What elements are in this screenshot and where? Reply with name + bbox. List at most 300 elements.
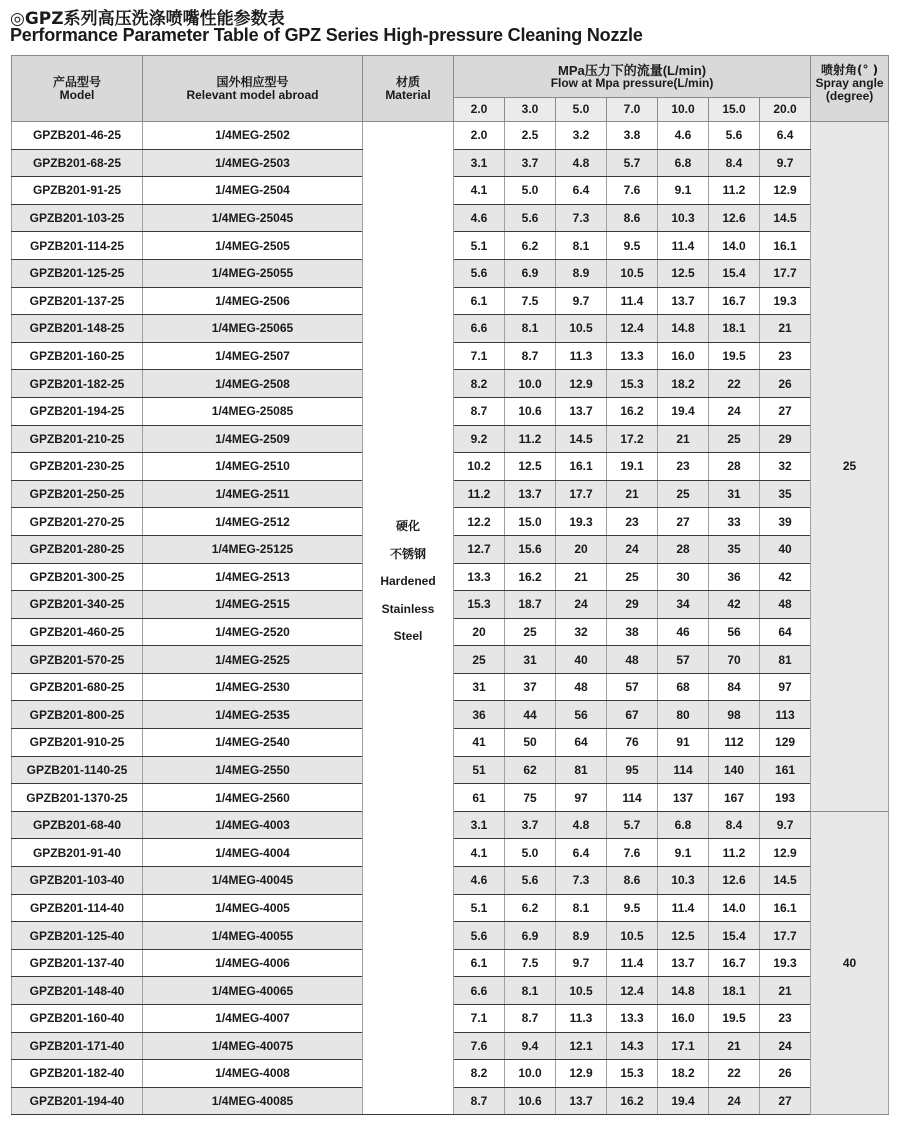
flow-cell: 42 bbox=[760, 563, 811, 591]
flow-cell: 68 bbox=[658, 673, 709, 701]
abroad-model-cell: 1/4MEG-2505 bbox=[143, 232, 363, 260]
flow-cell: 10.5 bbox=[556, 977, 607, 1005]
flow-cell: 57 bbox=[658, 646, 709, 674]
abroad-model-cell: 1/4MEG-25055 bbox=[143, 259, 363, 287]
flow-cell: 24 bbox=[760, 1032, 811, 1060]
abroad-model-cell: 1/4MEG-2509 bbox=[143, 425, 363, 453]
flow-cell: 5.6 bbox=[454, 259, 505, 287]
pressure-header-cell: 20.0 bbox=[760, 98, 811, 122]
flow-cell: 9.1 bbox=[658, 839, 709, 867]
abroad-model-cell: 1/4MEG-2504 bbox=[143, 177, 363, 205]
flow-cell: 48 bbox=[760, 591, 811, 619]
pressure-header-cell: 3.0 bbox=[505, 98, 556, 122]
flow-cell: 4.1 bbox=[454, 839, 505, 867]
flow-cell: 8.2 bbox=[454, 1060, 505, 1088]
abroad-model-cell: 1/4MEG-2530 bbox=[143, 673, 363, 701]
flow-cell: 5.6 bbox=[709, 122, 760, 150]
flow-cell: 95 bbox=[607, 756, 658, 784]
flow-cell: 13.3 bbox=[454, 563, 505, 591]
abroad-model-cell: 1/4MEG-25125 bbox=[143, 535, 363, 563]
flow-cell: 42 bbox=[709, 591, 760, 619]
model-cell: GPZB201-114-25 bbox=[12, 232, 143, 260]
flow-cell: 13.3 bbox=[607, 1005, 658, 1033]
flow-cell: 81 bbox=[556, 756, 607, 784]
flow-cell: 11.2 bbox=[454, 480, 505, 508]
abroad-model-cell: 1/4MEG-4007 bbox=[143, 1005, 363, 1033]
material-line: 硬化 bbox=[395, 519, 420, 533]
flow-cell: 7.6 bbox=[607, 839, 658, 867]
flow-cell: 16.0 bbox=[658, 342, 709, 370]
pressure-header-cell: 10.0 bbox=[658, 98, 709, 122]
header-model-zh: 产品型号 bbox=[52, 74, 101, 89]
abroad-model-cell: 1/4MEG-2535 bbox=[143, 701, 363, 729]
flow-cell: 3.2 bbox=[556, 122, 607, 150]
flow-cell: 13.7 bbox=[505, 480, 556, 508]
flow-cell: 98 bbox=[709, 701, 760, 729]
flow-cell: 5.6 bbox=[505, 867, 556, 895]
flow-cell: 15.3 bbox=[607, 370, 658, 398]
model-cell: GPZB201-910-25 bbox=[12, 729, 143, 757]
flow-cell: 7.5 bbox=[505, 949, 556, 977]
flow-cell: 8.7 bbox=[454, 397, 505, 425]
flow-cell: 5.6 bbox=[505, 204, 556, 232]
flow-cell: 8.2 bbox=[454, 370, 505, 398]
model-cell: GPZB201-1140-25 bbox=[12, 756, 143, 784]
flow-cell: 22 bbox=[709, 370, 760, 398]
header-spray-zh: 喷射角(° ) bbox=[820, 63, 879, 77]
flow-cell: 14.5 bbox=[760, 204, 811, 232]
model-cell: GPZB201-230-25 bbox=[12, 453, 143, 481]
model-cell: GPZB201-340-25 bbox=[12, 591, 143, 619]
model-cell: GPZB201-46-25 bbox=[12, 122, 143, 150]
flow-cell: 12.6 bbox=[709, 204, 760, 232]
flow-cell: 18.1 bbox=[709, 315, 760, 343]
flow-cell: 18.2 bbox=[658, 1060, 709, 1088]
flow-cell: 4.8 bbox=[556, 811, 607, 839]
abroad-model-cell: 1/4MEG-2503 bbox=[143, 149, 363, 177]
flow-cell: 4.6 bbox=[454, 204, 505, 232]
abroad-model-cell: 1/4MEG-40065 bbox=[143, 977, 363, 1005]
flow-cell: 18.7 bbox=[505, 591, 556, 619]
flow-cell: 35 bbox=[709, 535, 760, 563]
flow-cell: 11.2 bbox=[505, 425, 556, 453]
flow-cell: 11.3 bbox=[556, 1005, 607, 1033]
flow-cell: 57 bbox=[607, 673, 658, 701]
model-cell: GPZB201-800-25 bbox=[12, 701, 143, 729]
header-spray-angle bbox=[811, 56, 889, 122]
model-cell: GPZB201-182-25 bbox=[12, 370, 143, 398]
flow-cell: 21 bbox=[556, 563, 607, 591]
model-cell: GPZB201-160-25 bbox=[12, 342, 143, 370]
flow-cell: 48 bbox=[607, 646, 658, 674]
model-cell: GPZB201-114-40 bbox=[12, 894, 143, 922]
flow-cell: 6.8 bbox=[658, 149, 709, 177]
flow-cell: 70 bbox=[709, 646, 760, 674]
flow-cell: 5.1 bbox=[454, 232, 505, 260]
model-cell: GPZB201-270-25 bbox=[12, 508, 143, 536]
model-cell: GPZB201-300-25 bbox=[12, 563, 143, 591]
abroad-model-cell: 1/4MEG-4004 bbox=[143, 839, 363, 867]
flow-cell: 7.3 bbox=[556, 204, 607, 232]
flow-cell: 9.7 bbox=[760, 811, 811, 839]
flow-cell: 11.4 bbox=[607, 287, 658, 315]
flow-cell: 2.5 bbox=[505, 122, 556, 150]
flow-cell: 21 bbox=[607, 480, 658, 508]
flow-cell: 17.1 bbox=[658, 1032, 709, 1060]
flow-cell: 50 bbox=[505, 729, 556, 757]
flow-cell: 8.7 bbox=[505, 1005, 556, 1033]
table-body bbox=[12, 122, 889, 1115]
flow-cell: 21 bbox=[760, 977, 811, 1005]
flow-cell: 14.3 bbox=[607, 1032, 658, 1060]
flow-cell: 30 bbox=[658, 563, 709, 591]
flow-cell: 8.7 bbox=[454, 1087, 505, 1115]
model-cell: GPZB201-103-40 bbox=[12, 867, 143, 895]
flow-cell: 3.7 bbox=[505, 149, 556, 177]
flow-cell: 21 bbox=[760, 315, 811, 343]
flow-cell: 193 bbox=[760, 784, 811, 812]
flow-cell: 19.3 bbox=[760, 287, 811, 315]
flow-cell: 19.3 bbox=[760, 949, 811, 977]
header-material-zh: 材质 bbox=[395, 74, 420, 89]
abroad-model-cell: 1/4MEG-2502 bbox=[143, 122, 363, 150]
flow-cell: 16.2 bbox=[607, 397, 658, 425]
flow-cell: 17.7 bbox=[556, 480, 607, 508]
flow-cell: 16.2 bbox=[607, 1087, 658, 1115]
abroad-model-cell: 1/4MEG-2513 bbox=[143, 563, 363, 591]
abroad-model-cell: 1/4MEG-2506 bbox=[143, 287, 363, 315]
flow-cell: 3.1 bbox=[454, 811, 505, 839]
abroad-model-cell: 1/4MEG-2511 bbox=[143, 480, 363, 508]
flow-cell: 29 bbox=[760, 425, 811, 453]
flow-cell: 46 bbox=[658, 618, 709, 646]
abroad-model-cell: 1/4MEG-4003 bbox=[143, 811, 363, 839]
header-spray-en1: Spray angle bbox=[815, 76, 884, 90]
spray-angle-cell: 25 bbox=[811, 122, 889, 812]
flow-cell: 21 bbox=[709, 1032, 760, 1060]
abroad-model-cell: 1/4MEG-40045 bbox=[143, 867, 363, 895]
material-cell bbox=[363, 122, 454, 1115]
abroad-model-cell: 1/4MEG-25045 bbox=[143, 204, 363, 232]
flow-cell: 75 bbox=[505, 784, 556, 812]
flow-cell: 40 bbox=[760, 535, 811, 563]
abroad-model-cell: 1/4MEG-25085 bbox=[143, 397, 363, 425]
abroad-model-cell: 1/4MEG-2508 bbox=[143, 370, 363, 398]
material-line: Hardened bbox=[380, 574, 436, 589]
header-material bbox=[363, 56, 454, 122]
pressure-header-cell: 15.0 bbox=[709, 98, 760, 122]
flow-cell: 6.2 bbox=[505, 894, 556, 922]
flow-cell: 21 bbox=[658, 425, 709, 453]
flow-cell: 24 bbox=[607, 535, 658, 563]
flow-cell: 15.0 bbox=[505, 508, 556, 536]
flow-cell: 5.1 bbox=[454, 894, 505, 922]
model-cell: GPZB201-103-25 bbox=[12, 204, 143, 232]
flow-cell: 19.4 bbox=[658, 1087, 709, 1115]
model-cell: GPZB201-68-40 bbox=[12, 811, 143, 839]
flow-cell: 12.5 bbox=[505, 453, 556, 481]
flow-cell: 13.7 bbox=[556, 1087, 607, 1115]
flow-cell: 32 bbox=[760, 453, 811, 481]
flow-cell: 167 bbox=[709, 784, 760, 812]
flow-cell: 8.9 bbox=[556, 922, 607, 950]
flow-cell: 12.9 bbox=[556, 1060, 607, 1088]
flow-cell: 9.1 bbox=[658, 177, 709, 205]
flow-cell: 3.7 bbox=[505, 811, 556, 839]
flow-cell: 6.2 bbox=[505, 232, 556, 260]
flow-cell: 14.0 bbox=[709, 232, 760, 260]
flow-cell: 10.3 bbox=[658, 867, 709, 895]
flow-cell: 14.5 bbox=[760, 867, 811, 895]
flow-cell: 27 bbox=[760, 397, 811, 425]
flow-cell: 84 bbox=[709, 673, 760, 701]
header-spray-en2: (degree) bbox=[825, 89, 874, 103]
flow-cell: 56 bbox=[556, 701, 607, 729]
flow-cell: 33 bbox=[709, 508, 760, 536]
flow-cell: 3.1 bbox=[454, 149, 505, 177]
flow-cell: 38 bbox=[607, 618, 658, 646]
flow-cell: 61 bbox=[454, 784, 505, 812]
flow-cell: 8.6 bbox=[607, 204, 658, 232]
flow-cell: 5.7 bbox=[607, 149, 658, 177]
abroad-model-cell: 1/4MEG-40055 bbox=[143, 922, 363, 950]
flow-cell: 4.8 bbox=[556, 149, 607, 177]
model-cell: GPZB201-1370-25 bbox=[12, 784, 143, 812]
flow-cell: 11.3 bbox=[556, 342, 607, 370]
flow-cell: 6.9 bbox=[505, 259, 556, 287]
title-english: Performance Parameter Table of GPZ Series High-pressure Cleaning Nozzle bbox=[10, 25, 643, 45]
flow-cell: 14.8 bbox=[658, 315, 709, 343]
flow-cell: 113 bbox=[760, 701, 811, 729]
flow-cell: 20 bbox=[556, 535, 607, 563]
flow-cell: 67 bbox=[607, 701, 658, 729]
model-cell: GPZB201-460-25 bbox=[12, 618, 143, 646]
flow-cell: 10.2 bbox=[454, 453, 505, 481]
flow-cell: 15.4 bbox=[709, 259, 760, 287]
flow-cell: 7.1 bbox=[454, 342, 505, 370]
material-line: 不锈钢 bbox=[389, 546, 426, 561]
flow-cell: 11.2 bbox=[709, 177, 760, 205]
flow-cell: 22 bbox=[709, 1060, 760, 1088]
model-cell: GPZB201-148-25 bbox=[12, 315, 143, 343]
flow-cell: 28 bbox=[709, 453, 760, 481]
flow-cell: 9.2 bbox=[454, 425, 505, 453]
model-cell: GPZB201-570-25 bbox=[12, 646, 143, 674]
flow-cell: 12.7 bbox=[454, 535, 505, 563]
flow-cell: 24 bbox=[709, 1087, 760, 1115]
model-cell: GPZB201-137-40 bbox=[12, 949, 143, 977]
flow-cell: 5.0 bbox=[505, 177, 556, 205]
flow-cell: 18.1 bbox=[709, 977, 760, 1005]
flow-cell: 8.1 bbox=[556, 894, 607, 922]
model-cell: GPZB201-210-25 bbox=[12, 425, 143, 453]
flow-cell: 40 bbox=[556, 646, 607, 674]
flow-cell: 12.9 bbox=[556, 370, 607, 398]
model-cell: GPZB201-171-40 bbox=[12, 1032, 143, 1060]
abroad-model-cell: 1/4MEG-2550 bbox=[143, 756, 363, 784]
flow-cell: 6.6 bbox=[454, 977, 505, 1005]
flow-cell: 8.7 bbox=[505, 342, 556, 370]
flow-cell: 2.0 bbox=[454, 122, 505, 150]
flow-cell: 19.1 bbox=[607, 453, 658, 481]
flow-cell: 7.1 bbox=[454, 1005, 505, 1033]
flow-cell: 64 bbox=[556, 729, 607, 757]
flow-cell: 137 bbox=[658, 784, 709, 812]
flow-cell: 13.3 bbox=[607, 342, 658, 370]
flow-cell: 39 bbox=[760, 508, 811, 536]
flow-cell: 129 bbox=[760, 729, 811, 757]
flow-cell: 16.2 bbox=[505, 563, 556, 591]
flow-cell: 16.7 bbox=[709, 287, 760, 315]
flow-cell: 23 bbox=[607, 508, 658, 536]
flow-cell: 17.7 bbox=[760, 259, 811, 287]
flow-cell: 18.2 bbox=[658, 370, 709, 398]
flow-cell: 5.0 bbox=[505, 839, 556, 867]
flow-cell: 12.9 bbox=[760, 177, 811, 205]
table-row bbox=[12, 122, 889, 150]
flow-cell: 13.7 bbox=[658, 949, 709, 977]
header-flow-zh: MPa压力下的流量(L/min) bbox=[558, 62, 707, 78]
pressure-header-cell: 7.0 bbox=[607, 98, 658, 122]
flow-cell: 6.4 bbox=[760, 122, 811, 150]
flow-cell: 13.7 bbox=[556, 397, 607, 425]
flow-cell: 16.0 bbox=[658, 1005, 709, 1033]
flow-cell: 9.4 bbox=[505, 1032, 556, 1060]
header-abroad-zh: 国外相应型号 bbox=[216, 74, 289, 89]
flow-cell: 6.4 bbox=[556, 177, 607, 205]
flow-cell: 12.2 bbox=[454, 508, 505, 536]
abroad-model-cell: 1/4MEG-2560 bbox=[143, 784, 363, 812]
flow-cell: 23 bbox=[760, 1005, 811, 1033]
flow-cell: 14.5 bbox=[556, 425, 607, 453]
header-abroad-en: Relevant model abroad bbox=[186, 87, 319, 102]
flow-cell: 44 bbox=[505, 701, 556, 729]
model-cell: GPZB201-182-40 bbox=[12, 1060, 143, 1088]
flow-cell: 12.5 bbox=[658, 259, 709, 287]
flow-cell: 12.4 bbox=[607, 977, 658, 1005]
model-cell: GPZB201-194-25 bbox=[12, 397, 143, 425]
flow-cell: 15.3 bbox=[607, 1060, 658, 1088]
flow-cell: 14.0 bbox=[709, 894, 760, 922]
flow-cell: 34 bbox=[658, 591, 709, 619]
flow-cell: 7.6 bbox=[454, 1032, 505, 1060]
flow-cell: 51 bbox=[454, 756, 505, 784]
flow-cell: 10.5 bbox=[607, 259, 658, 287]
flow-cell: 11.2 bbox=[709, 839, 760, 867]
flow-cell: 8.1 bbox=[556, 232, 607, 260]
model-cell: GPZB201-160-40 bbox=[12, 1005, 143, 1033]
flow-cell: 6.9 bbox=[505, 922, 556, 950]
header-flow bbox=[454, 56, 811, 98]
abroad-model-cell: 1/4MEG-2520 bbox=[143, 618, 363, 646]
abroad-model-cell: 1/4MEG-4005 bbox=[143, 894, 363, 922]
flow-cell: 15.3 bbox=[454, 591, 505, 619]
flow-cell: 10.5 bbox=[556, 315, 607, 343]
title-chinese: ◎GPZ系列高压洗涤喷嘴性能参数表 bbox=[10, 9, 285, 29]
flow-cell: 19.4 bbox=[658, 397, 709, 425]
flow-cell: 64 bbox=[760, 618, 811, 646]
flow-cell: 13.7 bbox=[658, 287, 709, 315]
flow-cell: 15.6 bbox=[505, 535, 556, 563]
flow-cell: 11.4 bbox=[658, 894, 709, 922]
flow-cell: 6.6 bbox=[454, 315, 505, 343]
flow-cell: 23 bbox=[658, 453, 709, 481]
spray-angle-cell: 40 bbox=[811, 811, 889, 1115]
flow-cell: 112 bbox=[709, 729, 760, 757]
model-cell: GPZB201-680-25 bbox=[12, 673, 143, 701]
flow-cell: 41 bbox=[454, 729, 505, 757]
flow-cell: 26 bbox=[760, 370, 811, 398]
flow-cell: 19.5 bbox=[709, 342, 760, 370]
flow-cell: 19.3 bbox=[556, 508, 607, 536]
flow-cell: 31 bbox=[454, 673, 505, 701]
flow-cell: 81 bbox=[760, 646, 811, 674]
flow-cell: 114 bbox=[607, 784, 658, 812]
header-model-en: Model bbox=[59, 87, 95, 102]
flow-cell: 80 bbox=[658, 701, 709, 729]
model-cell: GPZB201-91-40 bbox=[12, 839, 143, 867]
flow-cell: 8.4 bbox=[709, 811, 760, 839]
flow-cell: 9.5 bbox=[607, 232, 658, 260]
model-cell: GPZB201-194-40 bbox=[12, 1087, 143, 1115]
flow-cell: 6.1 bbox=[454, 949, 505, 977]
flow-cell: 62 bbox=[505, 756, 556, 784]
header-abroad bbox=[143, 56, 363, 122]
flow-cell: 8.1 bbox=[505, 977, 556, 1005]
flow-cell: 8.9 bbox=[556, 259, 607, 287]
flow-cell: 140 bbox=[709, 756, 760, 784]
abroad-model-cell: 1/4MEG-2540 bbox=[143, 729, 363, 757]
header-flow-en: Flow at Mpa pressure(L/min) bbox=[550, 75, 714, 90]
flow-cell: 15.4 bbox=[709, 922, 760, 950]
material-line: Steel bbox=[393, 629, 423, 644]
flow-cell: 6.8 bbox=[658, 811, 709, 839]
model-cell: GPZB201-280-25 bbox=[12, 535, 143, 563]
abroad-model-cell: 1/4MEG-2512 bbox=[143, 508, 363, 536]
flow-cell: 6.1 bbox=[454, 287, 505, 315]
flow-cell: 25 bbox=[607, 563, 658, 591]
model-cell: GPZB201-68-25 bbox=[12, 149, 143, 177]
flow-cell: 32 bbox=[556, 618, 607, 646]
flow-cell: 5.6 bbox=[454, 922, 505, 950]
flow-cell: 161 bbox=[760, 756, 811, 784]
flow-cell: 8.6 bbox=[607, 867, 658, 895]
model-cell: GPZB201-125-40 bbox=[12, 922, 143, 950]
flow-cell: 4.6 bbox=[658, 122, 709, 150]
flow-cell: 9.7 bbox=[760, 149, 811, 177]
flow-cell: 5.7 bbox=[607, 811, 658, 839]
flow-cell: 10.3 bbox=[658, 204, 709, 232]
flow-cell: 10.0 bbox=[505, 370, 556, 398]
abroad-model-cell: 1/4MEG-2515 bbox=[143, 591, 363, 619]
flow-cell: 25 bbox=[709, 425, 760, 453]
flow-cell: 4.1 bbox=[454, 177, 505, 205]
flow-cell: 97 bbox=[556, 784, 607, 812]
flow-cell: 91 bbox=[658, 729, 709, 757]
flow-cell: 27 bbox=[760, 1087, 811, 1115]
flow-cell: 8.1 bbox=[505, 315, 556, 343]
abroad-model-cell: 1/4MEG-25065 bbox=[143, 315, 363, 343]
flow-cell: 10.6 bbox=[505, 397, 556, 425]
flow-cell: 4.6 bbox=[454, 867, 505, 895]
abroad-model-cell: 1/4MEG-40085 bbox=[143, 1087, 363, 1115]
abroad-model-cell: 1/4MEG-4006 bbox=[143, 949, 363, 977]
flow-cell: 28 bbox=[658, 535, 709, 563]
flow-cell: 31 bbox=[709, 480, 760, 508]
flow-cell: 9.7 bbox=[556, 287, 607, 315]
flow-cell: 24 bbox=[556, 591, 607, 619]
flow-cell: 20 bbox=[454, 618, 505, 646]
